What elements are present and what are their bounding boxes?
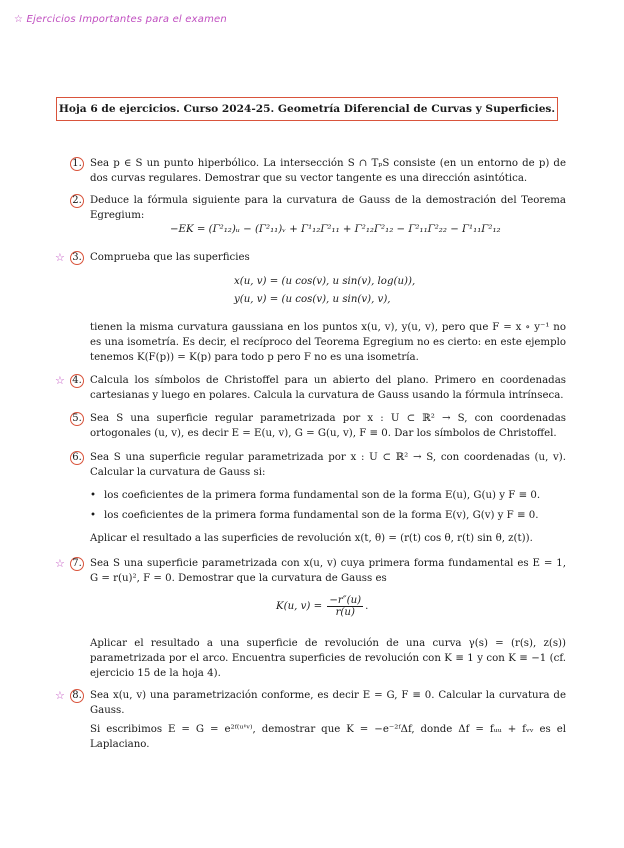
- exercise-number-8: 8.: [70, 689, 84, 703]
- exercise-6-bullet-1: • los coeficientes de la primera forma fundamental son de la forma E(u), G(u) y F ≡ 0.: [104, 488, 540, 503]
- page-title: Hoja 6 de ejercicios. Curso 2024-25. Geometría Diferencial de Curvas y Superficies.: [56, 97, 558, 121]
- exercise-7-text: Sea S una superficie parametrizada con x(u, v) cuya primera forma fundamental es E = 1, G = r(u)², F = 0. Demostrar que la curvatura de Gauss es: [90, 558, 566, 584]
- exercise-number-3: 3.: [70, 251, 84, 265]
- exercise-3-formula-y: y(u, v) = (u cos(v), u sin(v), v),: [234, 294, 391, 305]
- formula-numerator: −r″(u): [329, 595, 362, 606]
- exercise-3-text-2: tienen la misma curvatura gaussiana en los puntos x(u, v), y(u, v), pero que F = x ∘ y⁻¹ no es una isometría. Es decir, el recíproco del Teorema Egregium no es cierto: en este ejemplo tenemos K(F(p)) = K(p) para todo p pero F no es una isometría.: [90, 322, 566, 363]
- exercise-number-5: 5.: [70, 412, 84, 426]
- exercise-1-text: Sea p ∈ S un punto hiperbólico. La intersección S ∩ TₚS consiste (en un entorno de p) de dos curvas regulares. Demostrar que su vector tangente es una dirección asintótica.: [90, 158, 566, 184]
- star-icon: ☆: [55, 557, 65, 570]
- exercise-3-text: Comprueba que las superficies: [90, 252, 250, 263]
- exercise-7-text-2: Aplicar el resultado a una superficie de revolución de una curva γ(s) = (r(s), z(s)) parametrizada por el arco. Encuentra superficies de revolución con K ≡ 1 y con K ≡ −1 (cf. ejercicio 15 de la hoja 4).: [90, 638, 566, 679]
- exercise-4-text: Calcula los símbolos de Christoffel para un abierto del plano. Primero en coordenadas cartesianas y luego en polares. Calcula la curvatura de Gauss usando la fórmula intrínseca.: [90, 375, 566, 401]
- handwritten-note: ☆ Ejercicios Importantes para el examen: [14, 14, 227, 25]
- exercise-6-text-2: Aplicar el resultado a las superficies de revolución x(t, θ) = (r(t) cos θ, r(t) sin θ, z(t)).: [90, 533, 533, 544]
- formula-denominator: r(u): [335, 607, 355, 618]
- star-icon: ☆: [55, 374, 65, 387]
- exercise-2-formula: −EK = (Γ²₁₂)ᵤ − (Γ²₁₁)ᵥ + Γ¹₁₂Γ²₁₁ + Γ²₁₂Γ²₁₂ − Γ²₁₁Γ²₂₂ − Γ¹₁₁Γ²₁₂: [170, 224, 501, 235]
- exercise-6-text: Sea S una superficie regular parametrizada por x : U ⊂ ℝ² → S, con coordenadas (u, v). Calcular la curvatura de Gauss si:: [90, 452, 566, 478]
- exercise-7-formula: K(u, v) = $\frac{-r''(u)}{r(u)}$ .: [276, 595, 369, 618]
- formula-lhs: K(u, v) =: [276, 601, 323, 612]
- exercise-number-4: 4.: [70, 374, 84, 388]
- exercise-number-2: 2.: [70, 194, 84, 208]
- exercise-3-formula-x: x(u, v) = (u cos(v), u sin(v), log(u)),: [234, 276, 416, 287]
- exercise-8-text-2: Si escribimos E = G = e²ᶠ⁽ᵘ'ᵛ⁾, demostrar que K = −e⁻²ᶠΔf, donde Δf = fᵤᵤ + fᵥᵥ es el Laplaciano.: [90, 724, 566, 750]
- exercise-6-bullet-2: • los coeficientes de la primera forma fundamental son de la forma E(v), G(v) y F ≡ 0.: [104, 508, 538, 523]
- exercise-number-1: 1.: [70, 157, 84, 171]
- exercise-2-text: Deduce la fórmula siguiente para la curvatura de Gauss de la demostración del Teorema Egregium:: [90, 195, 566, 221]
- exercise-8-text: Sea x(u, v) una parametrización conforme, es decir E = G, F ≡ 0. Calcular la curvatura de Gauss.: [90, 690, 566, 716]
- formula-fraction: [327, 595, 363, 618]
- exercise-number-6: 6.: [70, 451, 84, 465]
- exercise-number-7: 7.: [70, 557, 84, 571]
- exercise-5-text: Sea S una superficie regular parametrizada por x : U ⊂ ℝ² → S, con coordenadas ortogonales (u, v), es decir E = E(u, v), G = G(u, v), F ≡ 0. Dar los símbolos de Christoffel.: [90, 413, 566, 439]
- star-icon: ☆: [55, 689, 65, 702]
- star-icon: ☆: [55, 251, 65, 264]
